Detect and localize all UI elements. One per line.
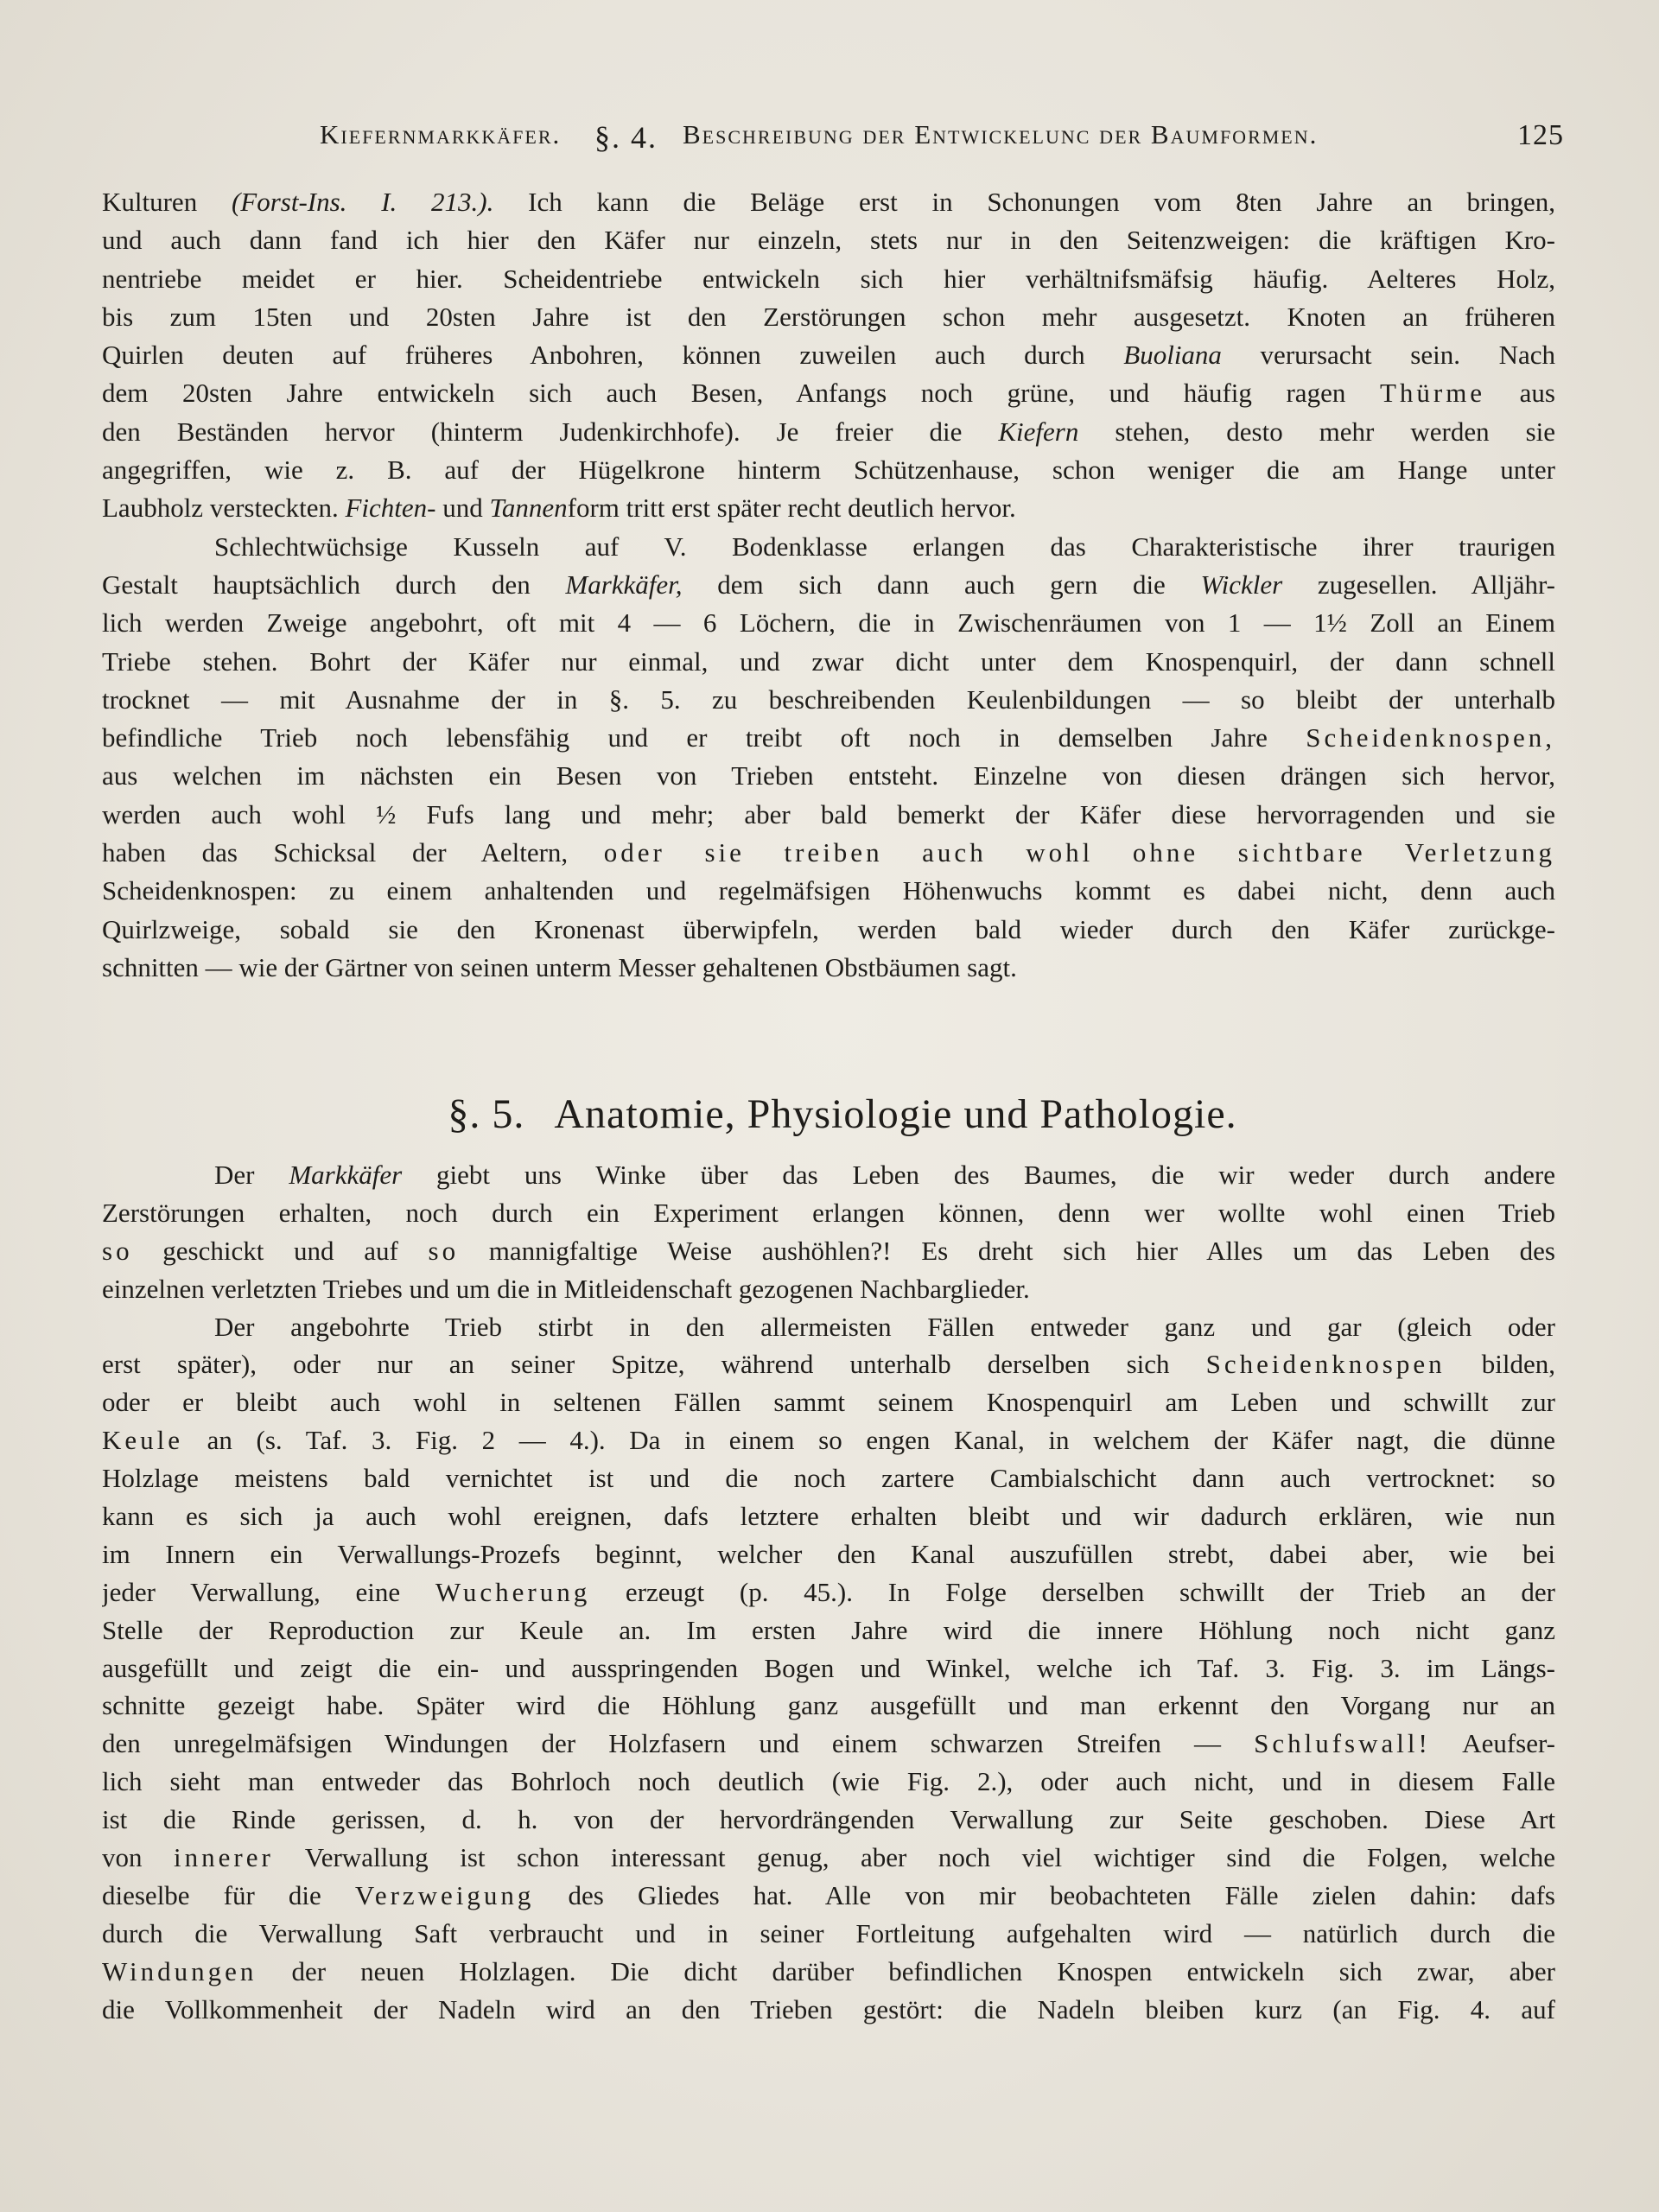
text-segment: Verwallung ist schon interessant genug, aber noch viel wichtiger sind die Folgen, welche	[273, 1842, 1555, 1873]
text-line	[102, 1763, 1555, 1801]
text-segment: an (s. Taf. 3. Fig. 2 — 4.). Da in einem so engen Kanal, in welchem der Käfer nagt, die dünne	[183, 1425, 1555, 1456]
text-segment: bilden,	[1445, 1349, 1555, 1380]
text-line	[102, 221, 1555, 259]
text-line	[102, 1156, 1555, 1194]
text-segment: Quirlzweige, sobald sie den Kronenast überwipfeln, werden bald wieder durch den Käfer zurückge-	[102, 913, 1555, 944]
text-line	[102, 1953, 1555, 1991]
text-segment: bis zum 15ten und 20sten Jahre ist den Zerstörungen schon mehr ausgesetzt. Knoten an früheren	[102, 301, 1555, 332]
running-head-section: §. 4.	[594, 120, 658, 155]
text-segment: Schlechtwüchsige Kusseln auf V. Bodenklasse erlangen das Charakteristische ihrer traurigen	[214, 531, 1555, 562]
spaced-text: Keule	[102, 1425, 184, 1456]
italic-text: Markkäfer,	[565, 569, 683, 600]
text-segment: kann es sich ja auch wohl ereignen, dafs letztere erhalten bleibt und wir dadurch erklären, wie nun	[102, 1501, 1555, 1532]
text-line	[102, 1649, 1555, 1688]
text-segment: trocknet — mit Ausnahme der in §. 5. zu beschreibenden Keulenbildungen — so bleibt der unterhalb	[102, 683, 1555, 715]
text-segment: durch die Verwallung Saft verbraucht und in seiner Fortleitung aufgehalten wird — natürlich durch die	[102, 1917, 1555, 1948]
italic-text: Wickler	[1200, 569, 1283, 600]
text-segment: zugesellen. Alljähr-	[1282, 569, 1555, 600]
running-head	[320, 119, 1564, 162]
text-segment: die Vollkommenheit der Nadeln wird an den Trieben gestört: die Nadeln bleiben kurz (an Fig. 4. auf	[102, 1993, 1555, 2024]
text-segment: den unregelmäfsigen Windungen der Holzfasern und einem schwarzen Streifen —	[102, 1728, 1255, 1759]
text-segment: Aeufser-	[1430, 1728, 1555, 1759]
text-segment: Ich kann die Beläge erst in Schonungen vom 8ten Jahre an bringen,	[493, 187, 1555, 217]
text-segment: Stelle der Reproduction zur Keule an. Im ersten Jahre wird die innere Höhlung noch nicht ganz	[102, 1614, 1555, 1645]
spaced-text: Thürme	[1379, 378, 1486, 409]
text-segment: geschickt und auf	[132, 1235, 429, 1266]
text-segment: Quirlen deuten auf früheres Anbohren, können zuweilen auch durch	[102, 340, 1124, 371]
text-line	[102, 566, 1555, 604]
text-line	[102, 1497, 1555, 1535]
text-segment: Laubholz versteckten.	[102, 493, 346, 524]
italic-text: Fichten-	[345, 493, 436, 524]
text-segment: Gestalt hauptsächlich durch den	[102, 569, 566, 600]
text-segment: ausgefüllt und zeigt die ein- und ausspringenden Bogen und Winkel, welche ich Taf. 3. Fig. 3. im Längs-	[102, 1652, 1555, 1683]
spaced-text: so	[428, 1235, 460, 1266]
text-segment: dem sich dann auch gern die	[682, 569, 1201, 600]
text-segment: ist die Rinde gerissen, d. h. von der hervordrängenden Verwallung zur Seite geschoben. Diese Art	[102, 1804, 1555, 1835]
text-segment: Zerstörungen erhalten, noch durch ein Experiment erlangen können, denn wer wollte wohl einen Trieb	[102, 1197, 1555, 1228]
spaced-text: so	[102, 1235, 133, 1266]
text-block-lower	[102, 1156, 1555, 2028]
spaced-text: Scheidenknospen	[1205, 1349, 1446, 1380]
spaced-text: Windungen	[102, 1955, 257, 1986]
text-segment: Triebe stehen. Bohrt der Käfer nur einmal, und zwar dicht unter dem Knospenquirl, der dann schnell	[102, 645, 1555, 677]
text-segment: lich werden Zweige angebohrt, oft mit 4 — 6 Löchern, die in Zwischenräumen von 1 — 1½ Zoll an Einem	[102, 607, 1555, 639]
running-head-description: Beschreibung der Entwickelunc der Baumformen.	[683, 119, 1319, 149]
italic-text: Buoliana	[1123, 340, 1222, 371]
running-head-title: Kiefernmarkkäfer.	[320, 119, 562, 149]
text-line	[102, 872, 1555, 910]
text-segment: Kulturen	[102, 187, 232, 217]
page-number: 125	[1517, 119, 1564, 151]
text-line	[102, 1801, 1555, 1839]
italic-text: (Forst-Ins. I. 213.).	[231, 187, 494, 217]
text-segment: form tritt erst später recht deutlich hervor.	[567, 493, 1016, 524]
text-line	[102, 1991, 1555, 2029]
text-segment: Scheidenknospen: zu einem anhaltenden und regelmäfsigen Höhenwuchs kommt es dabei nicht, denn auch	[102, 875, 1555, 906]
text-segment: giebt uns Winke über das Leben des Baumes, die wir weder durch andere	[402, 1160, 1555, 1190]
text-line	[102, 604, 1555, 642]
text-line	[102, 643, 1555, 681]
text-line	[102, 949, 1555, 987]
text-segment: Der	[214, 1160, 289, 1190]
text-segment: haben das Schicksal der Aeltern,	[102, 837, 604, 868]
text-segment: des Gliedes hat. Alle von mir beobachteten Fälle zielen dahin: dafs	[534, 1879, 1555, 1910]
text-line	[102, 1270, 1555, 1308]
text-segment: schnitten — wie der Gärtner von seinen unterm Messer gehaltenen Obstbäumen sagt.	[102, 951, 1017, 982]
text-line	[102, 1611, 1555, 1649]
spaced-text: Wucherung	[435, 1576, 591, 1607]
text-line	[102, 1383, 1555, 1421]
text-line	[102, 757, 1555, 795]
text-segment: aus welchen im nächsten ein Besen von Trieben entsteht. Einzelne von diesen drängen sich hervor,	[102, 760, 1555, 791]
text-segment: dem 20sten Jahre entwickeln sich auch Besen, Anfangs noch grüne, und häufig ragen	[102, 378, 1380, 409]
text-line	[102, 260, 1555, 298]
text-line	[102, 1421, 1555, 1459]
spaced-text: Scheidenknospen,	[1306, 722, 1555, 753]
text-segment: angegriffen, wie z. B. auf der Hügelkrone hinterm Schützenhause, schon weniger die am Hange unter	[102, 454, 1555, 486]
text-line	[102, 1573, 1555, 1611]
text-segment: verursacht sein. Nach	[1221, 340, 1555, 371]
text-line	[102, 183, 1555, 221]
text-segment: mannigfaltige Weise aushöhlen?! Es dreht sich hier Alles um das Leben des	[459, 1235, 1555, 1266]
text-line	[102, 1915, 1555, 1953]
text-line	[102, 374, 1555, 412]
text-line	[102, 451, 1555, 489]
text-segment: und	[435, 493, 490, 524]
text-segment: aus	[1485, 378, 1555, 409]
section-heading	[0, 1090, 1659, 1142]
section-title: Anatomie, Physiologie und Pathologie.	[554, 1091, 1237, 1137]
text-segment: erst später), oder nur an seiner Spitze, während unterhalb derselben sich	[102, 1349, 1206, 1380]
text-segment: lich sieht man entweder das Bohrloch noch deutlich (wie Fig. 2.), oder auch nicht, und in diesem Falle	[102, 1766, 1555, 1797]
text-segment: Holzlage meistens bald vernichtet ist und die noch zartere Cambialschicht dann auch vertrocknet: so	[102, 1463, 1555, 1494]
text-segment: stehen, desto mehr werden sie	[1078, 416, 1555, 447]
italic-text: Kiefern	[998, 416, 1079, 447]
text-line	[102, 1232, 1555, 1270]
text-segment: im Innern ein Verwallungs-Prozefs beginnt, welcher den Kanal auszufüllen strebt, dabei aber, wie bei	[102, 1538, 1555, 1569]
text-segment: dieselbe für die	[102, 1879, 355, 1910]
spaced-text: Verzweigung	[354, 1879, 535, 1910]
text-line	[102, 834, 1555, 872]
italic-text: Tannen	[489, 493, 568, 524]
text-line	[102, 298, 1555, 336]
spaced-text: Schlufswall!	[1254, 1728, 1431, 1759]
text-line	[102, 1535, 1555, 1573]
text-segment: der neuen Holzlagen. Die dicht darüber befindlichen Knospen entwickeln sich zwar, aber	[257, 1955, 1555, 1986]
text-segment: von	[102, 1842, 175, 1873]
text-segment: und auch dann fand ich hier den Käfer nur einzeln, stets nur in den Seitenzweigen: die kräftigen Kro-	[102, 225, 1555, 256]
text-line	[102, 1194, 1555, 1232]
text-line	[102, 413, 1555, 451]
text-line	[102, 1687, 1555, 1725]
text-segment: jeder Verwallung, eine	[102, 1576, 435, 1607]
text-block-upper	[102, 183, 1555, 987]
spaced-text: oder sie treiben auch wohl ohne sichtbare Verletzung	[603, 837, 1555, 868]
italic-text: Markkäfer	[289, 1160, 403, 1190]
text-segment: werden auch wohl ½ Fufs lang und mehr; aber bald bemerkt der Käfer diese hervorragenden und sie	[102, 798, 1555, 830]
text-segment: nentriebe meidet er hier. Scheidentriebe entwickeln sich hier verhältnifsmäfsig häufig. Aelteres Holz,	[102, 263, 1555, 294]
text-line	[102, 489, 1555, 527]
text-segment: oder er bleibt auch wohl in seltenen Fällen sammt seinem Knospenquirl am Leben und schwillt zur	[102, 1387, 1555, 1418]
text-segment: schnitte gezeigt habe. Später wird die Höhlung ganz ausgefüllt und man erkennt den Vorgang nur an	[102, 1690, 1555, 1721]
spaced-text: innerer	[174, 1842, 274, 1873]
text-segment: erzeugt (p. 45.). In Folge derselben schwillt der Trieb an der	[590, 1576, 1555, 1607]
text-line	[102, 1308, 1555, 1346]
paragraph-1	[102, 183, 1555, 528]
text-line	[102, 1345, 1555, 1383]
text-segment: befindliche Trieb noch lebensfähig und er treibt oft noch in demselben Jahre	[102, 722, 1306, 753]
text-segment: einzelnen verletzten Triebes und um die in Mitleidenschaft gezogenen Nachbarglieder.	[102, 1273, 1030, 1304]
text-line	[102, 1459, 1555, 1497]
text-line	[102, 1725, 1555, 1763]
text-line	[102, 911, 1555, 949]
text-line	[102, 1839, 1555, 1877]
text-line	[102, 336, 1555, 374]
section-number: §. 5.	[448, 1091, 525, 1137]
text-line	[102, 681, 1555, 719]
paragraph-2	[102, 528, 1555, 988]
text-segment: Der angebohrte Trieb stirbt in den allermeisten Fällen entweder ganz und gar (gleich oder	[214, 1311, 1555, 1342]
text-segment: den Beständen hervor (hinterm Judenkirchhofe). Je freier die	[102, 416, 999, 447]
text-line	[102, 1877, 1555, 1915]
paragraph-4	[102, 1308, 1555, 2029]
text-line	[102, 796, 1555, 834]
paragraph-3	[102, 1156, 1555, 1308]
text-line	[102, 528, 1555, 566]
text-line	[102, 719, 1555, 757]
